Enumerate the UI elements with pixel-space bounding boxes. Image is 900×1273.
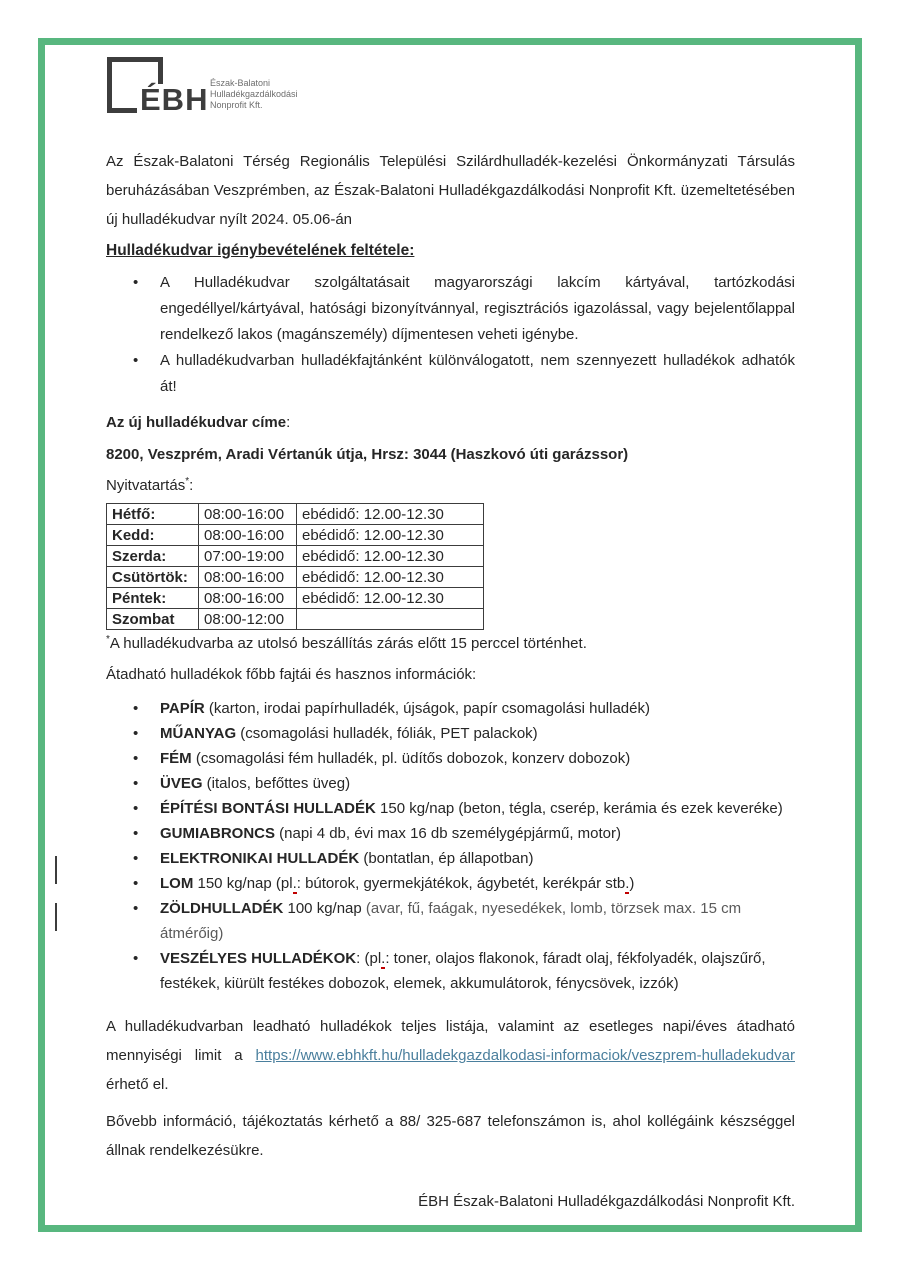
list-item: • MŰANYAG (csomagolási hulladék, fóliák, PET palackok) bbox=[133, 721, 795, 746]
list-item: • PAPÍR (karton, irodai papírhulladék, újságok, papír csomagolási hulladék) bbox=[133, 696, 795, 721]
table-cell-day: Csütörtök: bbox=[107, 567, 199, 588]
conditions-list bbox=[106, 270, 795, 400]
revision-change-bar bbox=[55, 903, 57, 931]
list-item: • GUMIABRONCS (napi 4 db, évi max 16 db személygépjármű, motor) bbox=[133, 821, 795, 846]
ebh-logo-subtext bbox=[210, 78, 298, 111]
address-line: 8200, Veszprém, Aradi Vértanúk útja, Hrsz: 3044 (Haszkovó úti garázssor) bbox=[106, 446, 629, 463]
intro-paragraph: Az Észak-Balatoni Térség Regionális Települési Szilárdhulladék-kezelési Önkormányzati Társulás beruházásában Veszprémben, az Észak-Balatoni Hulladékgazdálkodási Nonprofit Kft. üzemeltetésében új hulladékudvar nyílt 2024. 05.06-án bbox=[106, 153, 795, 228]
opening-hours-table bbox=[106, 503, 484, 630]
opening-label-asterisk: * bbox=[185, 476, 190, 487]
address-heading-label: Az új hulladékudvar címe bbox=[106, 414, 287, 431]
website-link[interactable]: https://www.ebhkft.hu/hulladekgazdalkodasi-informaciok/veszprem-hulladekudvar bbox=[255, 1047, 795, 1064]
table-cell-lunch: ebédidő: 12.00-12.30 bbox=[297, 504, 484, 525]
conditions-heading: Hulladékudvar igénybevételének feltétele: bbox=[106, 242, 415, 259]
logo-subtext-line2: Hulladékgazdálkodási bbox=[210, 89, 298, 99]
table-cell-lunch: ebédidő: 12.00-12.30 bbox=[297, 588, 484, 609]
list-item: • A Hulladékudvar szolgáltatásait magyarországi lakcím kártyával, tartózkodási engedéllyel/kártyával, hatósági bizonyítvánnyal, regisztrációs igazolással, vagy bejelentőlappal rendelkező lakos (magánszemély) díjmentesen veheti igénybe. bbox=[133, 270, 795, 348]
list-item: • VESZÉLYES HULLADÉKOK: (pl.: toner, olajos flakonok, fáradt olaj, fékfolyadék, olajszűrő, festékek, kiürült festékes dobozok, elemek, akkumulátorok, fénycsövek, izzók) bbox=[133, 946, 795, 996]
list-item: • ELEKTRONIKAI HULLADÉK (bontatlan, ép állapotban) bbox=[133, 846, 795, 871]
table-row bbox=[107, 588, 484, 609]
address-heading bbox=[106, 412, 795, 434]
list-item: • ÉPÍTÉSI BONTÁSI HULLADÉK 150 kg/nap (beton, tégla, cserép, kerámia és ezek keveréke) bbox=[133, 796, 795, 821]
table-row bbox=[107, 504, 484, 525]
table-cell-lunch bbox=[297, 609, 484, 630]
table-cell-day: Péntek: bbox=[107, 588, 199, 609]
table-cell-hours: 08:00-16:00 bbox=[199, 504, 297, 525]
table-cell-lunch: ebédidő: 12.00-12.30 bbox=[297, 525, 484, 546]
waste-heading: Átadható hulladékok főbb fajtái és hasznos információk: bbox=[106, 666, 477, 683]
document-content bbox=[106, 0, 795, 1213]
opening-hours-table-body bbox=[107, 504, 484, 630]
footnote-asterisk: * bbox=[106, 634, 110, 645]
opening-label-text: Nyitvatartás bbox=[106, 477, 186, 494]
waste-list bbox=[106, 696, 795, 996]
link-paragraph bbox=[106, 1012, 795, 1099]
table-cell-day: Kedd: bbox=[107, 525, 199, 546]
table-cell-hours: 07:00-19:00 bbox=[199, 546, 297, 567]
address-heading-colon: : bbox=[286, 414, 291, 431]
table-cell-hours: 08:00-16:00 bbox=[199, 588, 297, 609]
list-item: • FÉM (csomagolási fém hulladék, pl. üdítős dobozok, konzerv dobozok) bbox=[133, 746, 795, 771]
link-paragraph-pre: A hulladékudvarban leadható hulladékok teljes listája, valamint az esetleges napi/éves átadható mennyiségi limit a bbox=[106, 1018, 795, 1064]
table-cell-hours: 08:00-16:00 bbox=[199, 567, 297, 588]
table-footnote bbox=[106, 633, 795, 655]
opening-hours-label bbox=[106, 475, 795, 497]
list-item: • LOM 150 kg/nap (pl.: bútorok, gyermekjátékok, ágybetét, kerékpár stb.) bbox=[133, 871, 795, 896]
table-cell-day: Szerda: bbox=[107, 546, 199, 567]
list-item: • ZÖLDHULLADÉK 100 kg/nap (avar, fű, faágak, nyesedékek, lomb, törzsek max. 15 cm átmérőig) bbox=[133, 896, 795, 946]
table-cell-lunch: ebédidő: 12.00-12.30 bbox=[297, 567, 484, 588]
table-cell-lunch: ebédidő: 12.00-12.30 bbox=[297, 546, 484, 567]
revision-change-bar bbox=[55, 856, 57, 884]
ebh-logo-abbr: ÉBH bbox=[137, 84, 210, 114]
link-paragraph-post: érhető el. bbox=[106, 1076, 169, 1093]
footnote-text: A hulladékudvarba az utolsó beszállítás zárás előtt 15 perccel történhet. bbox=[109, 635, 587, 652]
contact-paragraph: Bővebb információ, tájékoztatás kérhető a 88/ 325-687 telefonszámon is, ahol kollégáink készséggel állnak rendelkezésükre. bbox=[106, 1113, 795, 1159]
logo-subtext-line1: Észak-Balatoni bbox=[210, 78, 271, 88]
logo-subtext-line3: Nonprofit Kft. bbox=[210, 100, 263, 110]
table-cell-hours: 08:00-12:00 bbox=[199, 609, 297, 630]
signature-line: ÉBH Észak-Balatoni Hulladékgazdálkodási Nonprofit Kft. bbox=[418, 1193, 795, 1210]
list-item: • A hulladékudvarban hulladékfajtánként különválogatott, nem szennyezett hulladékok adhatók át! bbox=[133, 348, 795, 400]
table-cell-hours: 08:00-16:00 bbox=[199, 525, 297, 546]
opening-label-colon: : bbox=[189, 477, 194, 494]
table-row bbox=[107, 567, 484, 588]
table-row bbox=[107, 609, 484, 630]
table-cell-day: Hétfő: bbox=[107, 504, 199, 525]
ebh-logo bbox=[106, 57, 795, 119]
table-row bbox=[107, 525, 484, 546]
table-cell-day: Szombat bbox=[107, 609, 199, 630]
list-item: • ÜVEG (italos, befőttes üveg) bbox=[133, 771, 795, 796]
table-row bbox=[107, 546, 484, 567]
